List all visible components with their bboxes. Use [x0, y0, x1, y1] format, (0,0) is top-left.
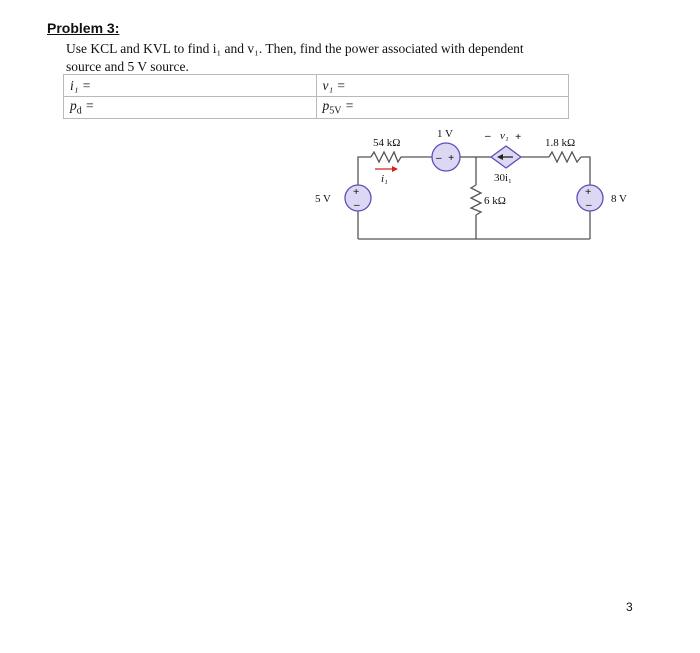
src-5v-label: 5 V [315, 193, 331, 205]
dependent-source-label: 30i₁ [494, 172, 512, 184]
resistor-54k [371, 152, 401, 162]
resistor-54k-label: 54 kΩ [373, 137, 401, 149]
current-arrow-head [392, 166, 398, 172]
problem-title: Problem 3: [47, 20, 120, 36]
current-i1-label: i₁ [381, 173, 388, 185]
statement-line-2: source and 5 V source. [66, 59, 189, 74]
src-8v-plus: + [585, 186, 592, 198]
v1-label: v₁ [500, 130, 509, 142]
v1-minus: – [485, 130, 491, 142]
wire-right-top [581, 157, 590, 185]
statement-line-1: Use KCL and KVL to find i₁ and v₁. Then, find the power associated with dependent [66, 41, 524, 56]
p5v-equals: = [341, 98, 354, 114]
resistor-1-8k-label: 1.8 kΩ [545, 137, 576, 149]
v1-plus: + [515, 131, 522, 143]
pd-subscript: d [76, 105, 82, 117]
pd-symbol: p [70, 98, 77, 114]
page-number: 3 [626, 600, 633, 614]
wire-left-branch [358, 157, 371, 185]
src-5v-minus: – [354, 199, 360, 211]
src-5v-plus: + [353, 186, 360, 198]
resistor-1-8k [549, 152, 581, 162]
src-1v-minus: – [436, 152, 442, 164]
p5v-subscript: 5V [329, 105, 342, 117]
answer-v1-cell[interactable]: v₁ = [316, 75, 569, 97]
src-1v-label: 1 V [437, 128, 453, 140]
p5v-symbol: p [322, 98, 330, 114]
src-8v-minus: – [586, 199, 592, 211]
resistor-6k-label: 6 kΩ [484, 195, 506, 207]
src-8v-label: 8 V [611, 193, 627, 205]
answer-i1-cell[interactable]: i₁ = [64, 75, 317, 97]
resistor-6k [471, 185, 481, 215]
pd-equals: = [81, 98, 95, 114]
src-1v-plus: + [448, 152, 455, 164]
